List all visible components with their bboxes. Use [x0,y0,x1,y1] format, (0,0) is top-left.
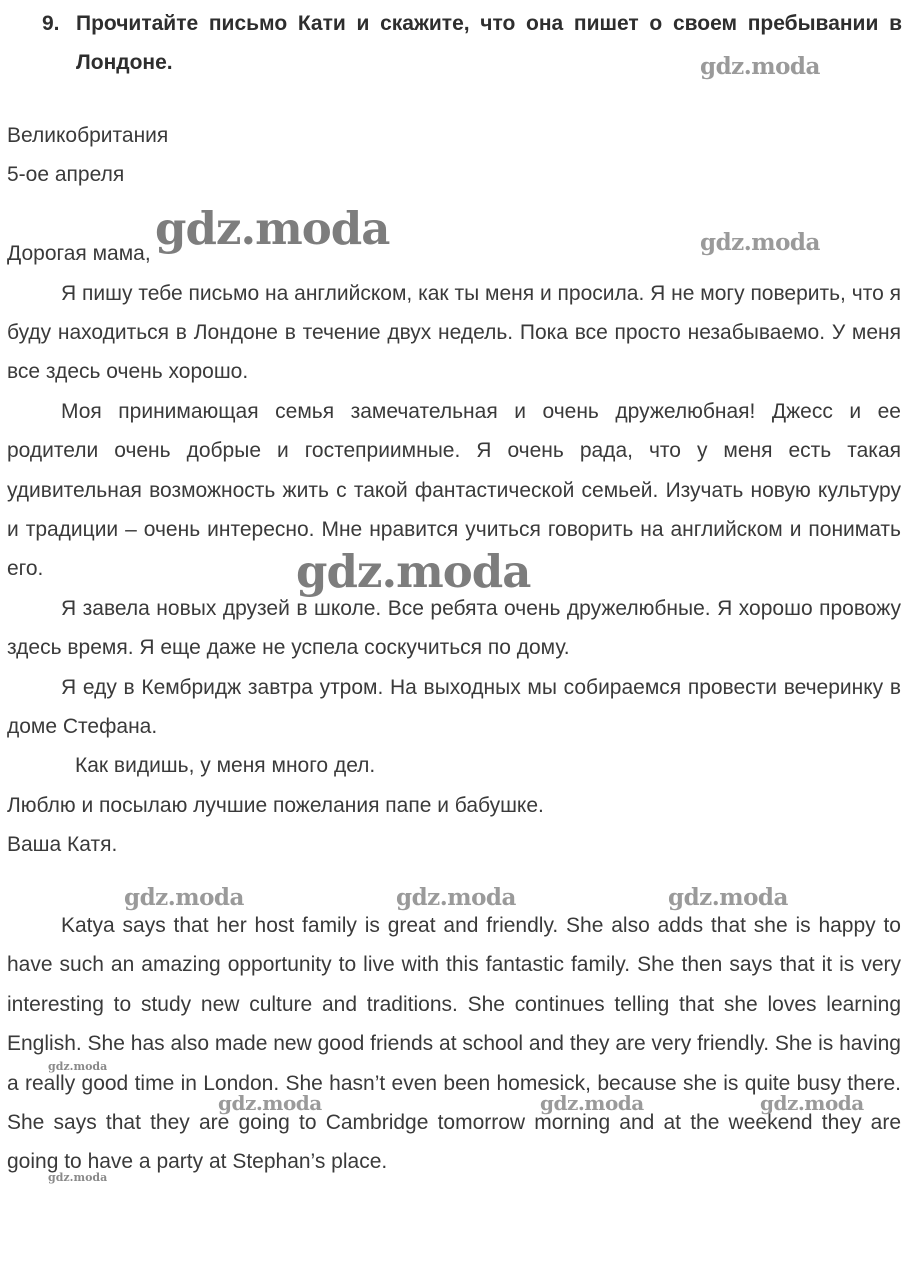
letter [7,116,901,865]
watermark: gdz.moda [540,1091,644,1115]
watermark: gdz.moda [124,884,244,911]
letter-date: 5-ое апреля [7,163,125,187]
letter-place: Великобритания [7,124,169,147]
answer-summary [7,906,901,1182]
task-instruction: Прочитайте письмо Кати и скажите, что она пишет о своем пребывании в Лондоне. [76,12,902,74]
watermark: gdz.moda [48,1171,108,1184]
watermark: gdz.moda [760,1091,864,1115]
watermark: gdz.moda [296,545,531,598]
letter-closing-lead: Как видишь, у меня много дел. [75,754,376,778]
watermark: gdz.moda [396,884,516,911]
watermark: gdz.moda [700,229,820,256]
letter-signature: Ваша Катя. [7,833,118,857]
watermark: gdz.moda [155,202,390,255]
watermark: gdz.moda [218,1091,322,1115]
letter-greeting: Дорогая мама, [7,242,151,266]
letter-paragraph: Моя принимающая семья замечательная и очень дружелюбная! Джесс и ее родители очень добрые и гостеприимные. Я очень рада, что у меня есть такая удивительная возможность жить с такой фантастической семьей. Изучать новую культуру и традиции – очень интересно. Мне нравится учиться говорить на английском и понимать его. [7,399,901,581]
watermark: gdz.moda [700,53,820,80]
task-heading [42,4,902,82]
blank-line [7,195,901,234]
letter-closing: Люблю и посылаю лучшие пожелания папе и бабушке. [7,793,544,817]
task-number: 9. [42,12,60,35]
watermark: gdz.moda [48,1060,108,1073]
watermark: gdz.moda [668,884,788,911]
letter-paragraph: Я еду в Кембридж завтра утром. На выходных мы собираемся провести вечеринку в доме Стефана. [7,675,901,739]
letter-paragraph: Я пишу тебе письмо на английском, как ты меня и просила. Я не могу поверить, что я буду находиться в Лондоне в течение двух недель. Пока все просто незабываемо. У меня все здесь очень хорошо. [7,281,901,384]
letter-paragraph: Я завела новых друзей в школе. Все ребята очень дружелюбные. Я хорошо провожу здесь время. Я еще даже не успела соскучиться по дому. [7,596,901,660]
summary-paragraph: Katya says that her host family is great and friendly. She also adds that she is happy to have such an amazing opportunity to live with this fantastic family. She then says that it is very interesting to study new culture and traditions. She continues telling that she loves learning English. She has also made new good friends at school and they are very friendly. She is having a really good time in London. She hasn’t even been homesick, because she is quite busy there. She says that they are going to Cambridge tomorrow morning and at the weekend they are going to have a party at Stephan’s place. [7,914,901,1174]
